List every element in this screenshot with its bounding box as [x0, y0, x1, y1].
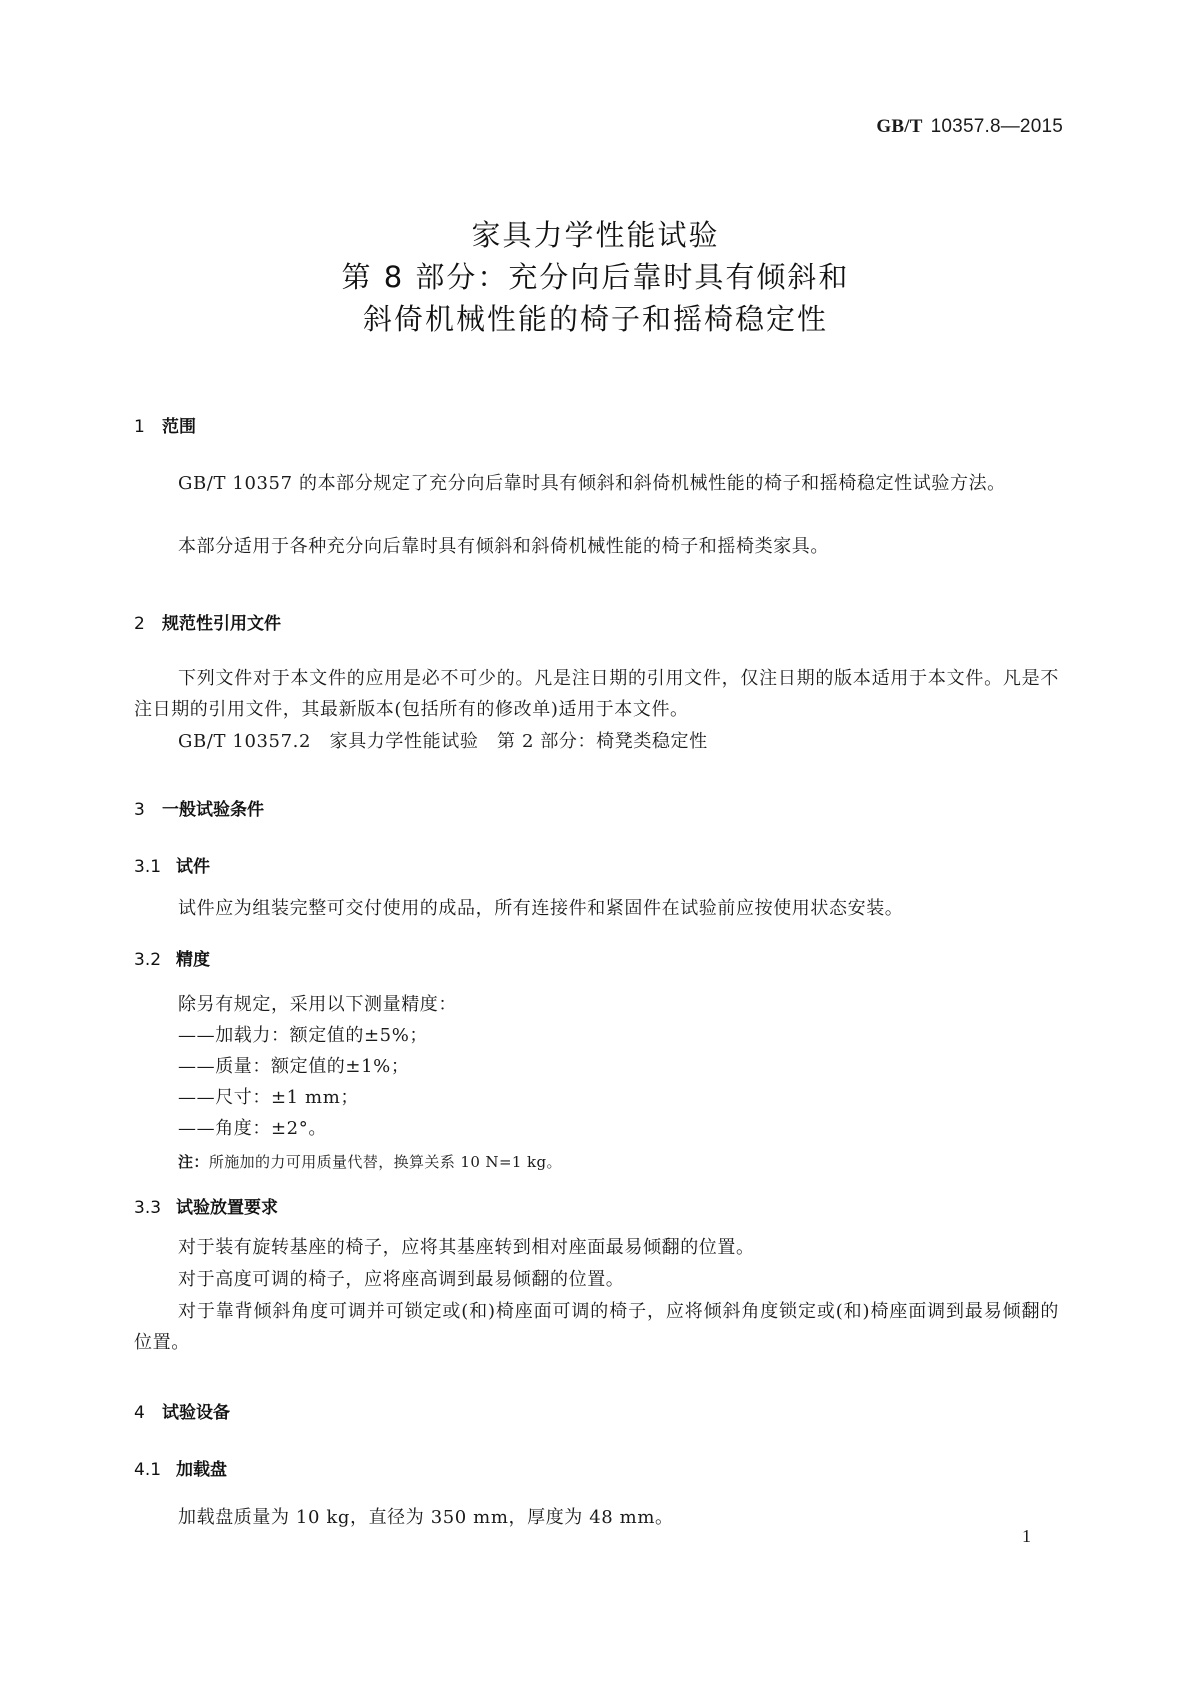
section-3-1-paragraph: 试件应为组装完整可交付使用的成品，所有连接件和紧固件在试验前应按使用状态安装。	[178, 898, 904, 919]
section-2-heading	[134, 609, 281, 634]
section-4-1-heading	[134, 1455, 227, 1480]
section-number: 4.1	[134, 1460, 162, 1480]
section-title: 试验设备	[162, 1403, 230, 1423]
section-number: 3	[134, 800, 145, 820]
standard-number-header	[876, 116, 1063, 138]
precision-note	[178, 1151, 562, 1172]
precision-item-angle: ——角度：±2°。	[178, 1118, 327, 1139]
section-title: 一般试验条件	[162, 800, 264, 820]
section-3-2-heading	[134, 945, 210, 970]
note-text: 所施加的力可用质量代替，换算关系 10 N=1 kg。	[208, 1153, 562, 1171]
note-label: 注：	[178, 1153, 209, 1171]
standard-prefix: GB/T	[876, 116, 923, 137]
precision-intro: 除另有规定，采用以下测量精度：	[178, 994, 457, 1015]
section-number: 3.2	[134, 950, 162, 970]
section-number: 1	[134, 417, 145, 437]
section-title: 范围	[162, 417, 196, 437]
section-title: 试件	[176, 857, 210, 877]
section-1-paragraph-1: GB/T 10357 的本部分规定了充分向后靠时具有倾斜和斜倚机械性能的椅子和摇椅稳定性试验方法。	[178, 473, 1006, 494]
section-title: 试验放置要求	[176, 1198, 278, 1218]
section-3-1-heading	[134, 852, 210, 877]
section-4-1-paragraph: 加载盘质量为 10 kg，直径为 350 mm，厚度为 48 mm。	[178, 1507, 674, 1528]
precision-item-load: ——加载力：额定值的±5%；	[178, 1025, 429, 1046]
title-line-3: 斜倚机械性能的椅子和摇椅稳定性	[362, 302, 828, 336]
title-line-2: 第 8 部分：充分向后靠时具有倾斜和	[341, 260, 850, 294]
section-3-3-heading	[134, 1193, 278, 1218]
precision-item-dimension: ——尺寸：±1 mm；	[178, 1087, 359, 1108]
section-title: 精度	[176, 950, 210, 970]
page-number: 1	[1022, 1526, 1031, 1546]
section-number: 2	[134, 614, 145, 634]
section-1-paragraph-2: 本部分适用于各种充分向后靠时具有倾斜和斜倚机械性能的椅子和摇椅类家具。	[178, 536, 829, 557]
section-2-paragraph-1: 下列文件对于本文件的应用是必不可少的。凡是注日期的引用文件，仅注日期的版本适用于本文件。凡是不注日期的引用文件，其最新版本(包括所有的修改单)适用于本文件。	[134, 668, 1059, 720]
section-3-heading	[134, 795, 264, 820]
section-3-3-paragraph-3: 对于靠背倾斜角度可调并可锁定或(和)椅座面可调的椅子，应将倾斜角度锁定或(和)椅座面调到最易倾翻的位置。	[134, 1301, 1059, 1353]
section-3-3-paragraph-2: 对于高度可调的椅子，应将座高调到最易倾翻的位置。	[178, 1269, 625, 1290]
section-number: 3.1	[134, 857, 162, 877]
section-4-heading	[134, 1398, 230, 1423]
section-title: 加载盘	[176, 1460, 227, 1480]
title-line-1: 家具力学性能试验	[471, 218, 720, 252]
section-title: 规范性引用文件	[162, 614, 281, 634]
precision-item-mass: ——质量：额定值的±1%；	[178, 1056, 410, 1077]
section-number: 3.3	[134, 1198, 162, 1218]
section-number: 4	[134, 1403, 145, 1423]
normative-reference-item: GB/T 10357.2 家具力学性能试验 第 2 部分：椅凳类稳定性	[178, 731, 708, 752]
section-1-heading	[134, 412, 196, 437]
section-3-3-paragraph-1: 对于装有旋转基座的椅子，应将其基座转到相对座面最易倾翻的位置。	[178, 1237, 755, 1258]
document-title	[0, 214, 1191, 340]
standard-number: 10357.8—2015	[930, 116, 1063, 137]
